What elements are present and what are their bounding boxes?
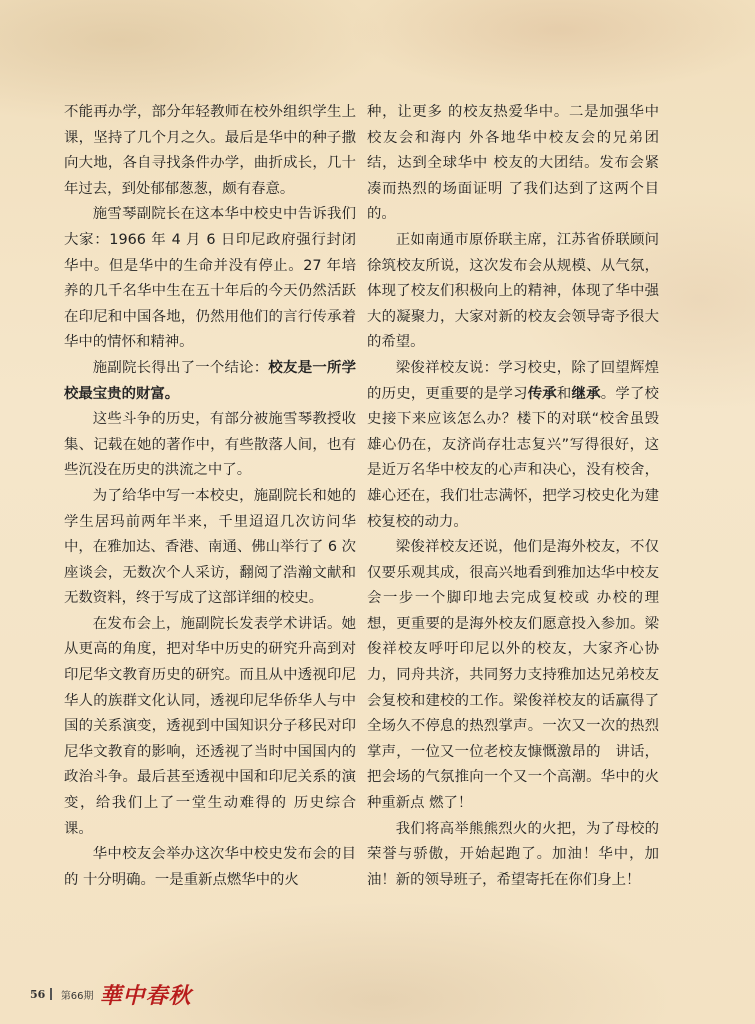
page-footer <box>30 980 192 1008</box>
paragraph: 在发布会上，施副院长发表学术讲话。她从更高的角度，把对华中历史的研究升高到对印尼华文教育历史的研究。而且从中透视印尼华人的族群文化认同，透视印尼华侨华人与中国的关系演变，透视到中国知识分子移民对印尼华文教育的影响，还透视了当时中国国内的政治斗争。最后甚至透视中国和印尼关系的演变，给我们上了一堂生动难得的 历史综合课。 <box>64 615 356 837</box>
text-run: 梁俊祥校友说：学习校史，除了回望辉煌的历史，更重要的是学习 <box>367 359 659 402</box>
paragraph <box>64 356 356 407</box>
paragraph <box>367 356 659 535</box>
paragraph: 不能再办学，部分年轻教师在校外组织学生上课，坚持了几个月之久。最后是华中的种子撒向大地，各自寻找条件办学，曲折成长，几十年过去，到处郁郁葱葱，颇有春意。 <box>64 104 356 197</box>
paragraph: 华中校友会举办这次华中校史发布会的目的 十分明确。一是重新点燃华中的火 <box>64 846 356 888</box>
paragraph: 梁俊祥校友还说，他们是海外校友，不仅仅要乐观其成，很高兴地看到雅加达华中校友会一步一个脚印地去完成复校或 办校的理想，更重要的是海外校友们愿意投入参加。梁俊祥校友呼吁印尼以外的校友，大家齐心协力，同舟共济，共同努力支持雅加达兄弟校友会复校和建校的工作。梁俊祥校友的话赢得了全场久不停息的热烈掌声。一次又一次的热烈掌声，一位又一位老校友慷慨激昂的 讲话，把会场的气氛推向一个又一个高潮。华中的火种重新点 燃了！ <box>367 539 659 812</box>
page-number: 56 <box>30 987 46 1001</box>
right-column <box>367 100 659 893</box>
paragraph: 我们将高举熊熊烈火的火把，为了母校的荣誉与骄傲，开始起跑了。加油！华中，加油！新的领导班子，希望寄托在你们身上！ <box>367 820 659 888</box>
text-run: 施副院长得出了一个结论： <box>92 359 269 376</box>
paragraph: 这些斗争的历史，有部分被施雪琴教授收集、记载在她的著作中，有些散落人间，也有些沉没在历史的洪流之中了。 <box>64 411 356 479</box>
magazine-logo: 華中春秋 <box>99 982 192 1009</box>
bold-conclusion: 校友是一所学校最宝贵的财富。 <box>64 359 356 402</box>
text-run: 。学了校史接下来应该怎么办？楼下的对联“校舍虽毁雄心仍在，友济尚存壮志复兴”写得很好，这是近万名华中校友的心声和决心，没有校舍，雄心还在，我们壮志满怀，把学习校史化为建校复校的动力。 <box>367 385 659 530</box>
paragraph: 施雪琴副院长在这本华中校史中告诉我们大家：1966 年 4 月 6 日印尼政府强行封闭华中。但是华中的生命并没有停止。27 年培养的几千名华中生在五十年后的今天仍然活跃在印尼和中国各地，仍然用他们的言行传承着华中的情怀和精神。 <box>64 206 356 351</box>
paragraph: 正如南通市原侨联主席，江苏省侨联顾问徐筑校友所说，这次发布会从规模、从气氛，体现了校友们积极向上的精神，体现了华中强大的凝聚力，大家对新的校友会领导寄予很大的希望。 <box>367 231 659 351</box>
paragraph: 为了给华中写一本校史，施副院长和她的学生居玛前两年半来，千里迢迢几次访问华中，在雅加达、香港、南通、佛山举行了 6 次座谈会，无数次个人采访，翻阅了浩瀚文献和无数资料，终于写成了这部详细的校史。 <box>64 487 356 607</box>
footer-divider <box>50 988 52 1000</box>
text-run: 和 <box>556 385 572 402</box>
paragraph: 种，让更多 的校友热爱华中。二是加强华中校友会和海内 外各地华中校友会的兄弟团结，达到全球华中 校友的大团结。发布会紧凑而热烈的场面证明 了我们达到了这两个目的。 <box>367 104 659 223</box>
left-column <box>64 100 356 893</box>
bold-keyword: 继承 <box>571 385 601 402</box>
bold-keyword: 传承 <box>527 385 557 402</box>
issue-number: 第66期 <box>60 990 94 1002</box>
